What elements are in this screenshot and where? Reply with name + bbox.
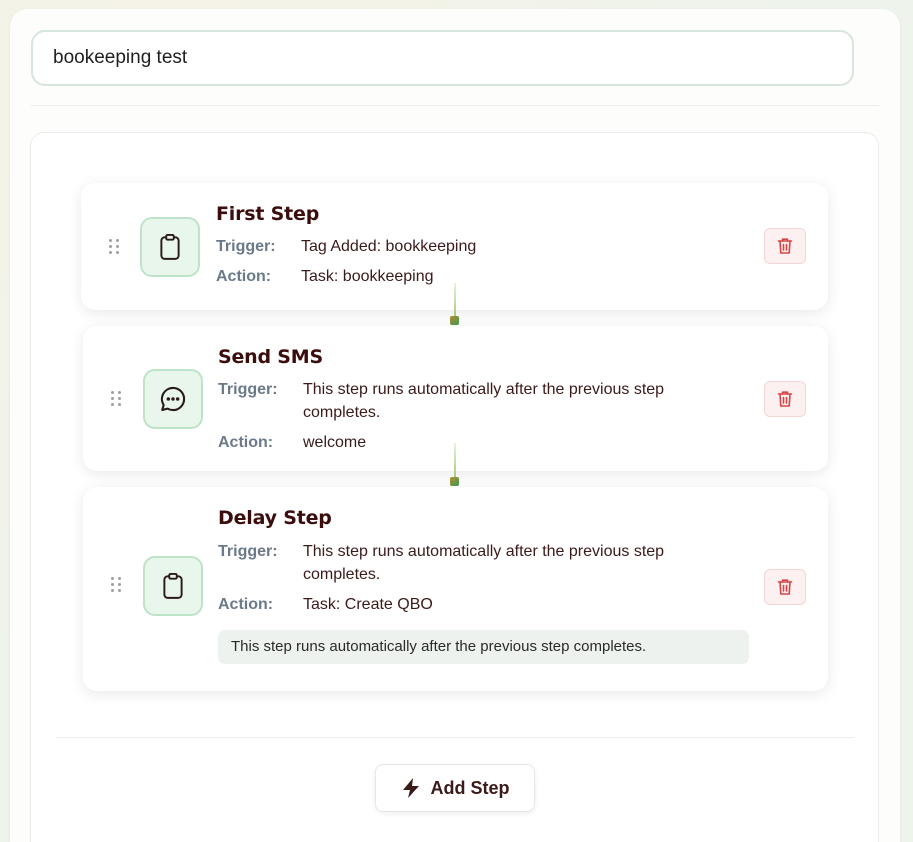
trigger-label: Trigger: [218, 381, 278, 398]
workflow-editor-panel [10, 9, 900, 842]
trigger-value: Tag Added: bookkeeping [301, 238, 477, 255]
clipboard-icon [140, 217, 200, 277]
action-label: Action: [218, 596, 274, 613]
delete-step-button[interactable] [764, 381, 806, 417]
workflow-name-input[interactable] [31, 30, 854, 86]
trigger-label: Trigger: [218, 543, 278, 560]
trash-icon [777, 390, 793, 408]
trigger-label: Trigger: [216, 238, 276, 255]
step-card-delay-step[interactable] [83, 487, 828, 691]
step-title: Send SMS [218, 346, 323, 368]
drag-handle-icon[interactable] [109, 239, 121, 255]
clipboard-icon [143, 556, 203, 616]
action-value: Task: Create QBO [303, 596, 433, 613]
trigger-value: This step runs automatically after the previous step completes. [303, 543, 665, 583]
trash-icon [777, 578, 793, 596]
action-label: Action: [216, 268, 272, 285]
steps-container [30, 132, 879, 842]
drag-handle-icon[interactable] [111, 391, 123, 407]
connector-dot [450, 477, 459, 486]
connector-dot [450, 316, 459, 325]
divider [56, 737, 854, 738]
trigger-value: This step runs automatically after the previous step completes. [303, 381, 665, 421]
add-step-label: Add Step [430, 777, 510, 798]
add-step-button[interactable] [375, 764, 535, 812]
delete-step-button[interactable] [764, 569, 806, 605]
action-label: Action: [218, 434, 274, 451]
divider [31, 105, 879, 106]
trash-icon [777, 237, 793, 255]
step-title: First Step [216, 203, 320, 225]
step-note: This step runs automatically after the previous step completes. [218, 630, 749, 664]
message-circle-icon [143, 369, 203, 429]
step-title: Delay Step [218, 507, 332, 529]
action-value: welcome [303, 434, 367, 451]
delete-step-button[interactable] [764, 228, 806, 264]
action-value: Task: bookkeeping [301, 268, 434, 285]
lightning-bolt-icon [401, 777, 421, 799]
drag-handle-icon[interactable] [111, 577, 123, 593]
